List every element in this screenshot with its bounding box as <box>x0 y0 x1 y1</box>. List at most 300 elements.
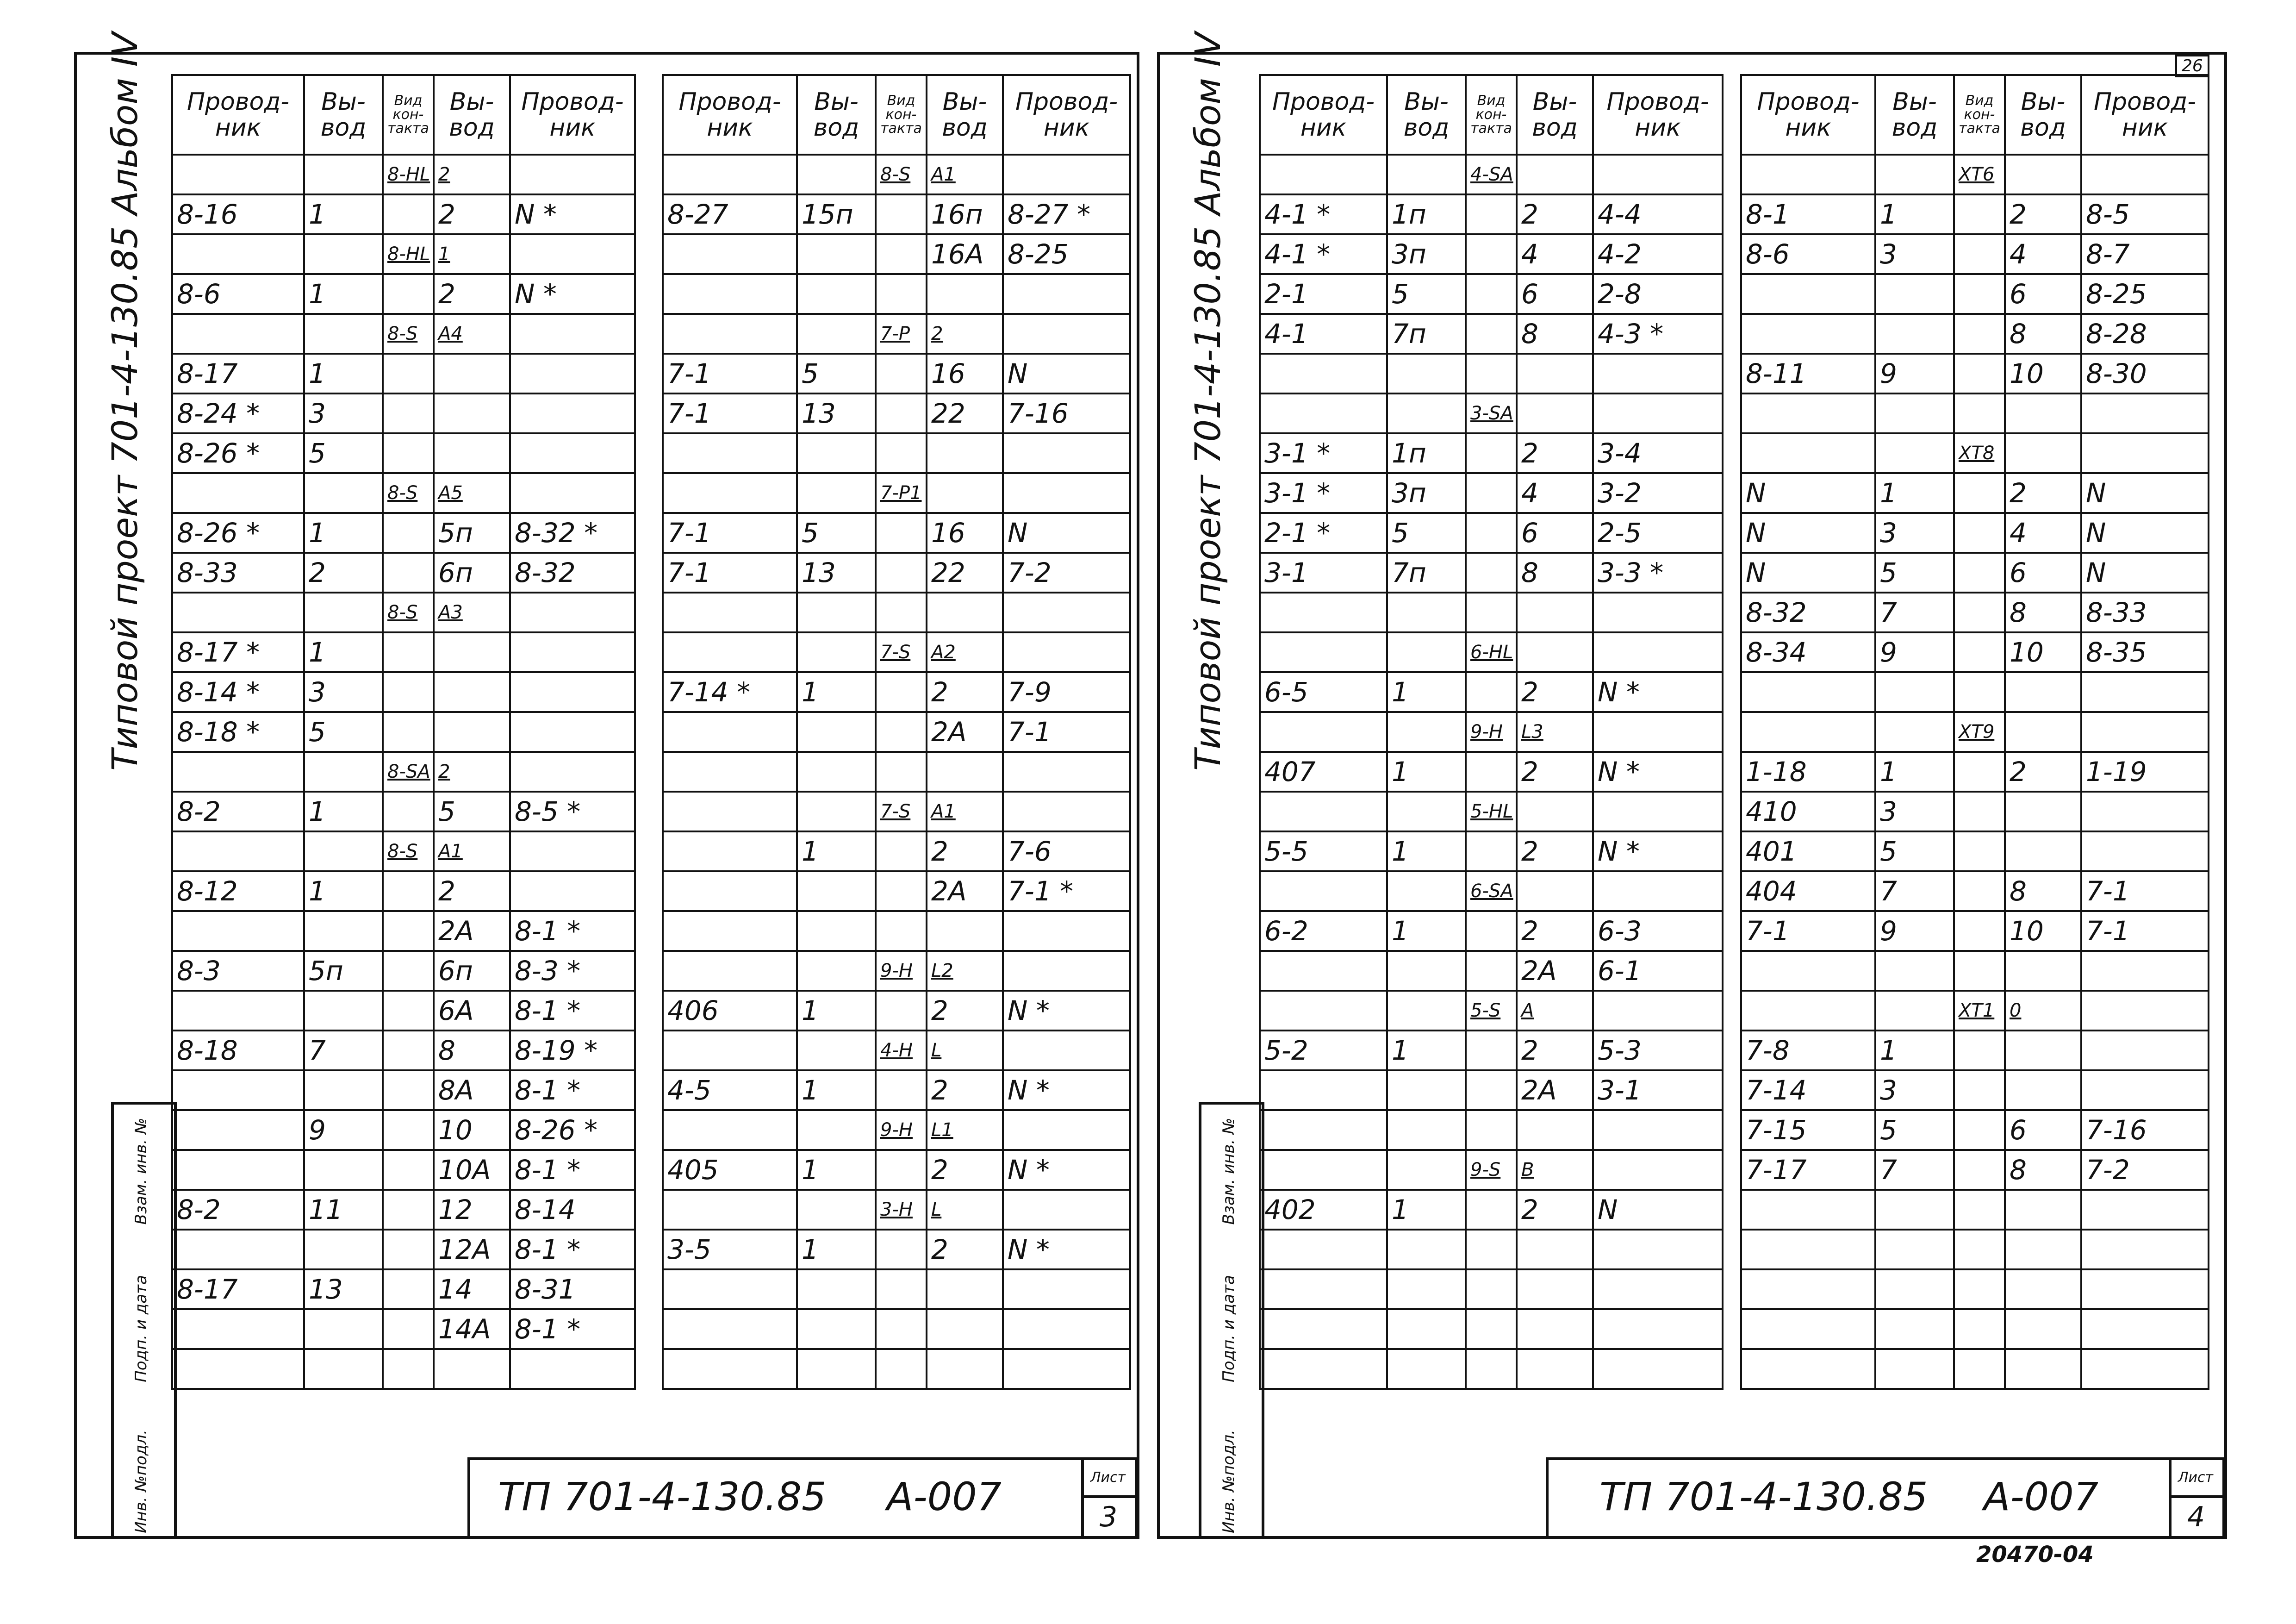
table-row <box>1260 991 1723 1031</box>
conductor-cell <box>1741 991 1875 1031</box>
terminal-cell <box>1387 394 1466 433</box>
conductor-cell: 8-27 * <box>1003 194 1130 234</box>
conductor-cell <box>663 1190 797 1230</box>
contact-type-cell: 5-HL <box>1466 792 1517 831</box>
contact-type-cell <box>1954 274 2005 314</box>
conductor-cell: 8-6 <box>172 274 304 314</box>
conductor-cell: N <box>2081 553 2209 593</box>
conductor-cell <box>1741 394 1875 433</box>
contact-type-cell: XT6 <box>1954 155 2005 194</box>
table-row <box>172 553 635 593</box>
conductor-cell <box>1260 991 1387 1031</box>
terminal-cell <box>1875 991 1954 1031</box>
terminal-cell <box>1517 1349 1593 1389</box>
table-row <box>172 155 635 194</box>
conductor-cell <box>1741 672 1875 712</box>
conductor-cell: 3-1 <box>1593 1070 1723 1110</box>
table-row <box>1260 1230 1723 1269</box>
terminal-cell <box>797 314 876 354</box>
terminal-cell: A1 <box>927 792 1003 831</box>
conductor-cell <box>2081 433 2209 473</box>
conductor-cell <box>172 831 304 871</box>
table-row <box>663 433 1130 473</box>
table-row <box>663 1349 1130 1389</box>
contact-type-cell <box>383 394 434 433</box>
conductor-cell: 8-24 * <box>172 394 304 433</box>
conductor-cell: 8-25 <box>2081 274 2209 314</box>
terminal-cell <box>927 1309 1003 1349</box>
conductor-cell: 7-1 <box>1741 911 1875 951</box>
conductor-cell <box>1593 1150 1723 1190</box>
conductor-cell: 7-1 <box>663 354 797 394</box>
conductor-cell <box>1003 911 1130 951</box>
table-row <box>172 593 635 632</box>
conductor-cell: 7-16 <box>2081 1110 2209 1150</box>
terminal-cell: 7 <box>1875 871 1954 911</box>
terminal-cell <box>434 712 510 752</box>
contact-type-cell: 7-P1 <box>876 473 927 513</box>
conductor-cell: N <box>2081 513 2209 553</box>
conductor-cell <box>1593 394 1723 433</box>
sheet-3-table-left <box>171 74 636 1390</box>
terminal-cell: 2 <box>2005 194 2081 234</box>
conductor-cell: 4-3 * <box>1593 314 1723 354</box>
terminal-cell: 3 <box>304 394 383 433</box>
terminal-cell <box>304 752 383 792</box>
terminal-cell: 4 <box>1517 473 1593 513</box>
conductor-cell <box>172 1070 304 1110</box>
sheet-3-sheet-label: Лист <box>1090 1469 1126 1486</box>
contact-type-cell <box>383 194 434 234</box>
conductor-cell: 401 <box>1741 831 1875 871</box>
header-conductor: Провод- ник <box>1003 75 1130 155</box>
contact-type-cell <box>876 194 927 234</box>
contact-type-cell <box>1954 1070 2005 1110</box>
conductor-cell: 7-8 <box>1741 1031 1875 1070</box>
conductor-cell <box>1741 951 1875 991</box>
header-conductor: Провод- ник <box>510 75 635 155</box>
terminal-cell: 8 <box>2005 1150 2081 1190</box>
conductor-cell <box>663 473 797 513</box>
conductor-cell <box>510 831 635 871</box>
table-row <box>172 792 635 831</box>
conductor-cell: 6-1 <box>1593 951 1723 991</box>
contact-type-cell <box>1954 513 2005 553</box>
contact-type-cell <box>876 433 927 473</box>
contact-type-cell: 9-H <box>876 1110 927 1150</box>
sheet-4-stamp-inv: Инв. №подл. <box>1220 1430 1238 1533</box>
table-row <box>172 513 635 553</box>
sheet-4-stamp-replace: Взам. инв. № <box>1220 1118 1238 1225</box>
terminal-cell <box>1517 354 1593 394</box>
terminal-cell: B <box>1517 1150 1593 1190</box>
sheet-3-project-code: ТП 701-4-130.85 <box>498 1474 827 1519</box>
header-conductor: Провод- ник <box>1593 75 1723 155</box>
conductor-cell <box>1741 314 1875 354</box>
terminal-cell <box>797 1349 876 1389</box>
contact-type-cell <box>1466 1031 1517 1070</box>
terminal-cell: 2 <box>927 1070 1003 1110</box>
conductor-cell: 6-5 <box>1260 672 1387 712</box>
table-row <box>172 1269 635 1309</box>
conductor-cell: 7-9 <box>1003 672 1130 712</box>
terminal-cell <box>434 433 510 473</box>
contact-type-cell <box>1466 274 1517 314</box>
terminal-cell: 14 <box>434 1269 510 1309</box>
table-row <box>1260 553 1723 593</box>
terminal-cell: 1 <box>797 1070 876 1110</box>
table-row <box>1741 632 2209 672</box>
contact-type-cell <box>876 712 927 752</box>
terminal-cell: 13 <box>797 394 876 433</box>
table-row <box>172 831 635 871</box>
conductor-cell <box>1260 593 1387 632</box>
conductor-cell: 8-6 <box>1741 234 1875 274</box>
table-row <box>1741 553 2209 593</box>
conductor-cell <box>1260 1230 1387 1269</box>
terminal-cell: 1п <box>1387 194 1466 234</box>
conductor-cell: N * <box>1003 1230 1130 1269</box>
contact-type-cell: XT1 <box>1954 991 2005 1031</box>
table-row <box>172 394 635 433</box>
terminal-cell <box>1875 433 1954 473</box>
terminal-cell <box>1875 712 1954 752</box>
table-row <box>172 314 635 354</box>
terminal-cell: 1 <box>797 1150 876 1190</box>
table-row <box>172 1110 635 1150</box>
contact-type-cell <box>876 1309 927 1349</box>
terminal-cell <box>2005 1031 2081 1070</box>
table-row <box>1741 752 2209 792</box>
table-row <box>1260 155 1723 194</box>
terminal-cell: 1 <box>797 831 876 871</box>
terminal-cell: 2 <box>1517 831 1593 871</box>
contact-type-cell <box>1954 354 2005 394</box>
terminal-cell <box>1387 871 1466 911</box>
terminal-cell: 2 <box>1517 194 1593 234</box>
conductor-cell: 7-1 <box>663 394 797 433</box>
conductor-cell: 8-32 <box>510 553 635 593</box>
contact-type-cell <box>876 1070 927 1110</box>
table-row <box>1260 792 1723 831</box>
conductor-cell <box>2081 1309 2209 1349</box>
terminal-cell <box>797 1110 876 1150</box>
terminal-cell <box>304 831 383 871</box>
terminal-cell: 2 <box>927 672 1003 712</box>
conductor-cell: 407 <box>1260 752 1387 792</box>
table-row <box>1260 911 1723 951</box>
terminal-cell <box>1875 1190 1954 1230</box>
contact-type-cell <box>1954 194 2005 234</box>
conductor-cell <box>172 155 304 194</box>
terminal-cell: 14A <box>434 1309 510 1349</box>
terminal-cell: 10A <box>434 1150 510 1190</box>
terminal-cell: 1 <box>1875 752 1954 792</box>
conductor-cell <box>2081 1031 2209 1070</box>
conductor-cell: 8-33 <box>2081 593 2209 632</box>
terminal-cell <box>797 752 876 792</box>
header-terminal: Вы- вод <box>304 75 383 155</box>
conductor-cell: N <box>1003 354 1130 394</box>
terminal-cell: 2 <box>2005 752 2081 792</box>
terminal-cell <box>1387 632 1466 672</box>
contact-type-cell <box>1954 752 2005 792</box>
terminal-cell: 1п <box>1387 433 1466 473</box>
conductor-cell <box>172 1150 304 1190</box>
table-row <box>172 752 635 792</box>
table-row <box>1741 831 2209 871</box>
terminal-cell <box>797 234 876 274</box>
terminal-cell: 10 <box>2005 911 2081 951</box>
terminal-cell <box>797 712 876 752</box>
conductor-cell: 8-11 <box>1741 354 1875 394</box>
table-row <box>172 712 635 752</box>
terminal-cell: 1 <box>1875 473 1954 513</box>
conductor-cell <box>1593 871 1723 911</box>
terminal-cell: 13 <box>304 1269 383 1309</box>
conductor-cell <box>1260 792 1387 831</box>
terminal-cell <box>2005 831 2081 871</box>
terminal-cell: 16 <box>927 513 1003 553</box>
terminal-cell: 9 <box>1875 632 1954 672</box>
conductor-cell: 8-32 <box>1741 593 1875 632</box>
conductor-cell: N <box>1741 553 1875 593</box>
contact-type-cell <box>383 1309 434 1349</box>
conductor-cell <box>1593 593 1723 632</box>
terminal-cell: 7 <box>1875 593 1954 632</box>
table-row <box>663 354 1130 394</box>
conductor-cell <box>663 1269 797 1309</box>
terminal-cell <box>797 792 876 831</box>
header-contact-type: Вид кон- такта <box>876 75 927 155</box>
terminal-cell: 8 <box>434 1031 510 1070</box>
table-row <box>663 274 1130 314</box>
contact-type-cell <box>1466 1070 1517 1110</box>
table-row <box>663 831 1130 871</box>
terminal-cell <box>1387 712 1466 752</box>
terminal-cell <box>2005 1309 2081 1349</box>
conductor-cell <box>663 274 797 314</box>
terminal-cell: 10 <box>434 1110 510 1150</box>
table-row <box>1741 1190 2209 1230</box>
conductor-cell: 3-4 <box>1593 433 1723 473</box>
terminal-cell: 1 <box>434 234 510 274</box>
table-row <box>663 155 1130 194</box>
table-row <box>1260 274 1723 314</box>
contact-type-cell: 8-S <box>383 593 434 632</box>
terminal-cell: 5 <box>304 433 383 473</box>
header-terminal: Вы- вод <box>434 75 510 155</box>
conductor-cell <box>663 593 797 632</box>
terminal-cell: 5 <box>304 712 383 752</box>
terminal-cell <box>1387 792 1466 831</box>
conductor-cell <box>663 1309 797 1349</box>
table-row <box>1741 1070 2209 1110</box>
terminal-cell: 1 <box>1875 1031 1954 1070</box>
contact-type-cell <box>383 792 434 831</box>
terminal-cell: 1 <box>304 871 383 911</box>
conductor-cell <box>1260 1349 1387 1389</box>
conductor-cell <box>1003 155 1130 194</box>
terminal-cell: 7п <box>1387 314 1466 354</box>
terminal-cell: 6 <box>1517 274 1593 314</box>
table-row <box>663 1031 1130 1070</box>
table-row <box>1741 1349 2209 1389</box>
contact-type-cell: 6-SA <box>1466 871 1517 911</box>
conductor-cell: 4-5 <box>663 1070 797 1110</box>
terminal-cell <box>1517 792 1593 831</box>
terminal-cell <box>1387 155 1466 194</box>
terminal-cell: 2 <box>2005 473 2081 513</box>
terminal-cell: L <box>927 1190 1003 1230</box>
table-row <box>1741 354 2209 394</box>
contact-type-cell: 8-S <box>876 155 927 194</box>
conductor-cell: N * <box>510 274 635 314</box>
contact-type-cell <box>383 911 434 951</box>
conductor-cell <box>663 155 797 194</box>
table-row <box>1260 234 1723 274</box>
terminal-cell: 6 <box>2005 274 2081 314</box>
header-terminal: Вы- вод <box>1387 75 1466 155</box>
header-terminal: Вы- вод <box>797 75 876 155</box>
terminal-cell: 3 <box>1875 1070 1954 1110</box>
terminal-cell: 5 <box>797 354 876 394</box>
sheet-3-stamp-replace: Взам. инв. № <box>132 1118 150 1225</box>
contact-type-cell <box>383 433 434 473</box>
contact-type-cell <box>1954 1031 2005 1070</box>
contact-type-cell: XT9 <box>1954 712 2005 752</box>
conductor-cell: 8-33 <box>172 553 304 593</box>
terminal-cell <box>1387 1349 1466 1389</box>
sheet-3-sheet-number: 3 <box>1100 1501 1118 1533</box>
conductor-cell <box>2081 155 2209 194</box>
conductor-cell: 7-2 <box>1003 553 1130 593</box>
terminal-cell: 8 <box>1517 553 1593 593</box>
table-row <box>663 1070 1130 1110</box>
terminal-cell <box>2005 951 2081 991</box>
contact-type-cell: 7-P <box>876 314 927 354</box>
contact-type-cell <box>383 274 434 314</box>
sheet-3-doc-code: А-007 <box>887 1474 1002 1519</box>
conductor-cell <box>172 314 304 354</box>
conductor-cell <box>663 1349 797 1389</box>
table-row <box>1260 1269 1723 1309</box>
header-terminal: Вы- вод <box>2005 75 2081 155</box>
table-row <box>1741 792 2209 831</box>
contact-type-cell <box>876 394 927 433</box>
terminal-cell: 2A <box>927 712 1003 752</box>
terminal-cell: 5 <box>434 792 510 831</box>
conductor-cell: N <box>1593 1190 1723 1230</box>
table-row <box>1260 1150 1723 1190</box>
terminal-cell: A4 <box>434 314 510 354</box>
terminal-cell <box>927 593 1003 632</box>
terminal-cell: 3 <box>1875 792 1954 831</box>
terminal-cell: 2A <box>927 871 1003 911</box>
sheet-3-title-block <box>467 1457 1138 1539</box>
terminal-cell <box>1517 1269 1593 1309</box>
table-row <box>1741 394 2209 433</box>
conductor-cell: 7-15 <box>1741 1110 1875 1150</box>
sheet-4-title-block <box>1546 1457 2225 1539</box>
table-row <box>172 194 635 234</box>
conductor-cell <box>663 911 797 951</box>
conductor-cell: 8-14 <box>510 1190 635 1230</box>
contact-type-cell: 7-S <box>876 792 927 831</box>
table-row <box>1260 513 1723 553</box>
terminal-cell <box>2005 672 2081 712</box>
terminal-cell: 3 <box>304 672 383 712</box>
table-row <box>1260 672 1723 712</box>
conductor-cell <box>2081 792 2209 831</box>
conductor-cell <box>1260 155 1387 194</box>
conductor-cell <box>510 314 635 354</box>
terminal-cell: A3 <box>434 593 510 632</box>
conductor-cell <box>1260 394 1387 433</box>
conductor-cell <box>172 1309 304 1349</box>
table-row <box>1741 155 2209 194</box>
conductor-cell <box>1741 1309 1875 1349</box>
table-row <box>172 354 635 394</box>
conductor-cell <box>1593 1309 1723 1349</box>
terminal-cell: 2 <box>434 155 510 194</box>
table-row <box>663 672 1130 712</box>
header-terminal: Вы- вод <box>927 75 1003 155</box>
contact-type-cell <box>1954 314 2005 354</box>
terminal-cell: 2A <box>434 911 510 951</box>
conductor-cell <box>1593 155 1723 194</box>
conductor-cell: 7-14 <box>1741 1070 1875 1110</box>
conductor-cell: 8-18 <box>172 1031 304 1070</box>
terminal-cell: L <box>927 1031 1003 1070</box>
conductor-cell <box>2081 831 2209 871</box>
table-row <box>1741 274 2209 314</box>
conductor-cell: N * <box>1003 1070 1130 1110</box>
conductor-cell: 8-17 * <box>172 632 304 672</box>
contact-type-cell <box>1954 593 2005 632</box>
table-row <box>1260 433 1723 473</box>
table-row <box>1741 871 2209 911</box>
terminal-cell <box>1517 394 1593 433</box>
conductor-cell: 4-2 <box>1593 234 1723 274</box>
conductor-cell: 7-6 <box>1003 831 1130 871</box>
table-row <box>663 752 1130 792</box>
header-conductor: Провод- ник <box>1260 75 1387 155</box>
terminal-cell: L2 <box>927 951 1003 991</box>
conductor-cell <box>1593 991 1723 1031</box>
terminal-cell: 5 <box>1387 513 1466 553</box>
conductor-cell <box>172 1230 304 1269</box>
conductor-cell <box>1741 1190 1875 1230</box>
conductor-cell <box>510 433 635 473</box>
contact-type-cell <box>1466 1269 1517 1309</box>
contact-type-cell <box>876 513 927 553</box>
table-row <box>1260 831 1723 871</box>
contact-type-cell <box>876 871 927 911</box>
contact-type-cell <box>383 1190 434 1230</box>
conductor-cell <box>663 1031 797 1070</box>
contact-type-cell <box>383 553 434 593</box>
terminal-cell <box>1517 1309 1593 1349</box>
conductor-cell: 6-3 <box>1593 911 1723 951</box>
conductor-cell: 8-31 <box>510 1269 635 1309</box>
terminal-cell: 2 <box>1517 433 1593 473</box>
conductor-cell: 8-3 * <box>510 951 635 991</box>
table-row <box>172 1031 635 1070</box>
conductor-cell <box>1593 354 1723 394</box>
terminal-cell <box>304 1309 383 1349</box>
header-contact-type: Вид кон- такта <box>383 75 434 155</box>
